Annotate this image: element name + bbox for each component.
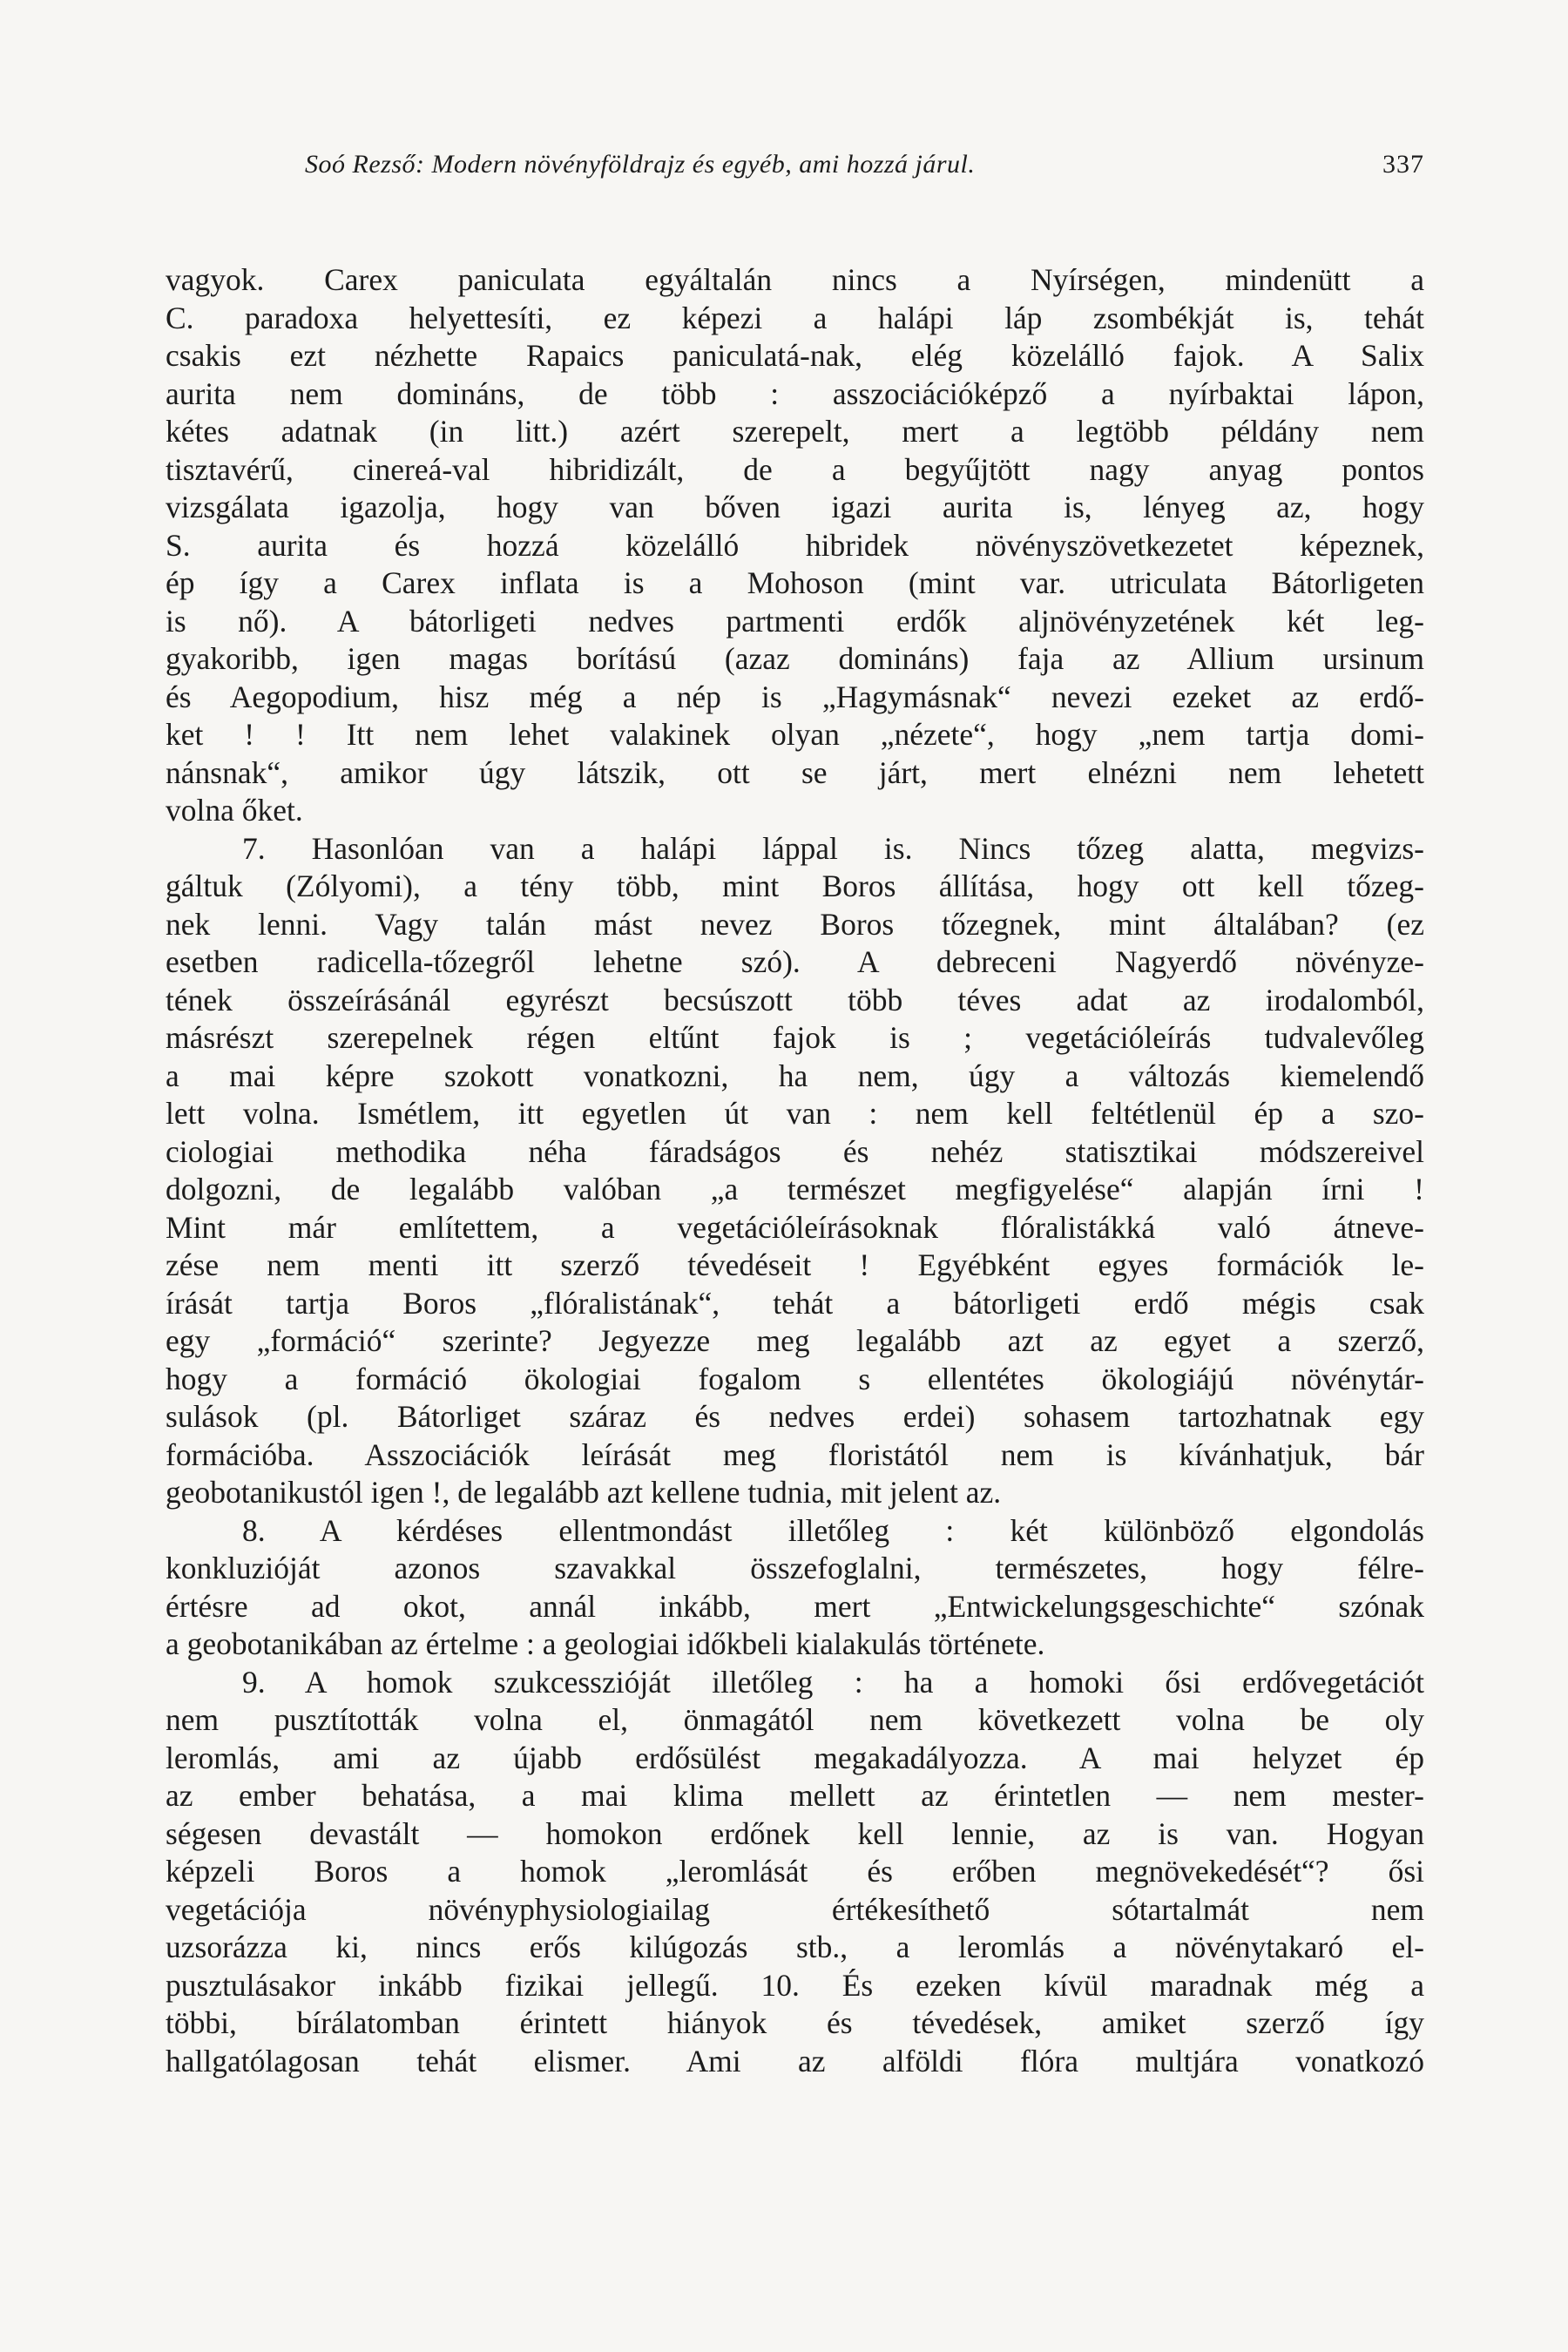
- text-line: az ember behatása, a mai klima mellett az érintetlen — nem mester-: [166, 1778, 1424, 1813]
- text-line: a mai képre szokott vonatkozni, ha nem, úgy a változás kiemelendő: [166, 1058, 1424, 1093]
- text-line: leromlás, ami az újabb erdősülést megakadályozza. A mai helyzet ép: [166, 1740, 1424, 1775]
- text-line: hogy a formáció ökologiai fogalom s ellentétes ökologiájú növénytár-: [166, 1361, 1424, 1396]
- text-line: geobotanikustól igen !, de legalább azt kellene tudnia, mit jelent az.: [166, 1475, 1002, 1510]
- text-line: nem pusztították volna el, önmagától nem következett volna be oly: [166, 1702, 1424, 1737]
- text-line: gyakoribb, igen magas borítású (azaz domináns) faja az Allium ursinum: [166, 641, 1424, 676]
- text-line: csakis ezt nézhette Rapaics paniculatá-nak, elég közelálló fajok. A Salix: [166, 338, 1424, 373]
- text-line: S. aurita és hozzá közelálló hibridek növényszövetkezetet képeznek,: [166, 527, 1424, 563]
- text-line: nek lenni. Vagy talán mást nevez Boros tőzegnek, mint általában? (ez: [166, 906, 1424, 942]
- text-line: vegetációja növényphysiologiailag értékesíthető sótartalmát nem: [166, 1891, 1424, 1927]
- text-line: sulások (pl. Bátorliget száraz és nedves erdei) sohasem tartozhatnak egy: [166, 1399, 1424, 1434]
- text-line: nánsnak“, amikor úgy látszik, ott se járt, mert elnézni nem lehetett: [166, 754, 1424, 790]
- text-line: írását tartja Boros „flóralistának“, tehát a bátorligeti erdő mégis csak: [166, 1285, 1424, 1321]
- text-line: gáltuk (Zólyomi), a tény több, mint Boros állítása, hogy ott kell tőzeg-: [166, 868, 1424, 903]
- text-line: Mint már említettem, a vegetációleírásoknak flóralistákká való átneve-: [166, 1209, 1424, 1245]
- text-line: 9. A homok szukcesszióját illetőleg : ha a homoki ősi erdővegetációt: [242, 1664, 1424, 1700]
- text-line: képzeli Boros a homok „leromlását és erőben megnövekedését“? ősi: [166, 1854, 1424, 1889]
- text-line: hallgatólagosan tehát elismer. Ami az alföldi flóra multjára vonatkozó: [166, 2043, 1424, 2078]
- text-line: értésre ad okot, annál inkább, mert „Entwickelungsgeschichte“ szónak: [166, 1588, 1424, 1624]
- text-line: konkluzióját azonos szavakkal összefoglalni, természetes, hogy félre-: [166, 1551, 1424, 1585]
- text-line: 8. A kérdéses ellentmondást illetőleg : két különböző elgondolás: [242, 1512, 1424, 1548]
- text-line: többi, bírálatomban érintett hiányok és tévedések, amiket szerző így: [166, 2005, 1424, 2040]
- text-line: C. paradoxa helyettesíti, ez képezi a halápi láp zsombékját is, tehát: [166, 300, 1424, 335]
- text-line: volna őket.: [166, 793, 303, 828]
- text-line: aurita nem domináns, de több : asszociációképző a nyírbaktai lápon,: [166, 375, 1424, 411]
- text-line: ket ! ! Itt nem lehet valakinek olyan „nézete“, hogy „nem tartja domi-: [166, 717, 1424, 752]
- text-line: vagyok. Carex paniculata egyáltalán nincs a Nyírségen, mindenütt a: [166, 262, 1424, 297]
- page-number: 337: [1382, 150, 1424, 179]
- text-line: dolgozni, de legalább valóban „a természet megfigyelése“ alapján írni !: [166, 1172, 1424, 1206]
- text-line: kétes adatnak (in litt.) azért szerepelt, mert a legtöbb példány nem: [166, 414, 1424, 449]
- text-line: ép így a Carex inflata is a Mohoson (mint var. utriculata Bátorligeten: [166, 565, 1424, 600]
- text-line: uzsorázza ki, nincs erős kilúgozás stb., a leromlás a növénytakaró el-: [166, 1930, 1424, 1964]
- body-text: [166, 261, 1424, 2080]
- text-line: a geobotanikában az értelme : a geologiai időkbeli kialakulás története.: [166, 1626, 1045, 1661]
- text-line: lett volna. Ismétlem, itt egyetlen út van : nem kell feltétlenül ép a szo-: [166, 1096, 1424, 1131]
- text-line: 7. Hasonlóan van a halápi láppal is. Nincs tőzeg alatta, megvizs-: [242, 830, 1424, 866]
- text-line: esetben radicella-tőzegről lehetne szó). A debreceni Nagyerdő növényze-: [166, 944, 1424, 979]
- text-line: pusztulásakor inkább fizikai jellegű. 10. És ezeken kívül maradnak még a: [166, 1967, 1424, 2003]
- running-head: [166, 150, 1424, 185]
- text-line: és Aegopodium, hisz még a nép is „Hagymásnak“ nevezi ezeket az erdő-: [166, 679, 1424, 714]
- running-title: Soó Rezső: Modern növényföldrajz és egyéb, ami hozzá járul.: [305, 150, 976, 179]
- text-line: vizsgálata igazolja, hogy van bőven igazi aurita is, lényeg az, hogy: [166, 490, 1424, 524]
- text-line: is nő). A bátorligeti nedves partmenti erdők aljnövényzetének két leg-: [166, 603, 1424, 639]
- text-line: egy „formáció“ szerinte? Jegyezze meg legalább azt az egyet a szerző,: [166, 1323, 1424, 1358]
- text-line: másrészt szerepelnek régen eltűnt fajok is ; vegetációleírás tudvalevőleg: [166, 1020, 1424, 1055]
- text-line: formációba. Asszociációk leírását meg floristától nem is kívánhatjuk, bár: [166, 1436, 1424, 1472]
- text-line: ciologiai methodika néha fáradságos és nehéz statisztikai módszereivel: [166, 1133, 1424, 1169]
- text-line: ségesen devastált — homokon erdőnek kell lennie, az is van. Hogyan: [166, 1815, 1424, 1851]
- text-line: tének összeírásánál egyrészt becsúszott több téves adat az irodalomból,: [166, 982, 1424, 1017]
- text-line: zése nem menti itt szerző tévedéseit ! Egyébként egyes formációk le-: [166, 1247, 1424, 1282]
- text-line: tisztavérű, cinereá-val hibridizált, de a begyűjtött nagy anyag pontos: [166, 451, 1424, 487]
